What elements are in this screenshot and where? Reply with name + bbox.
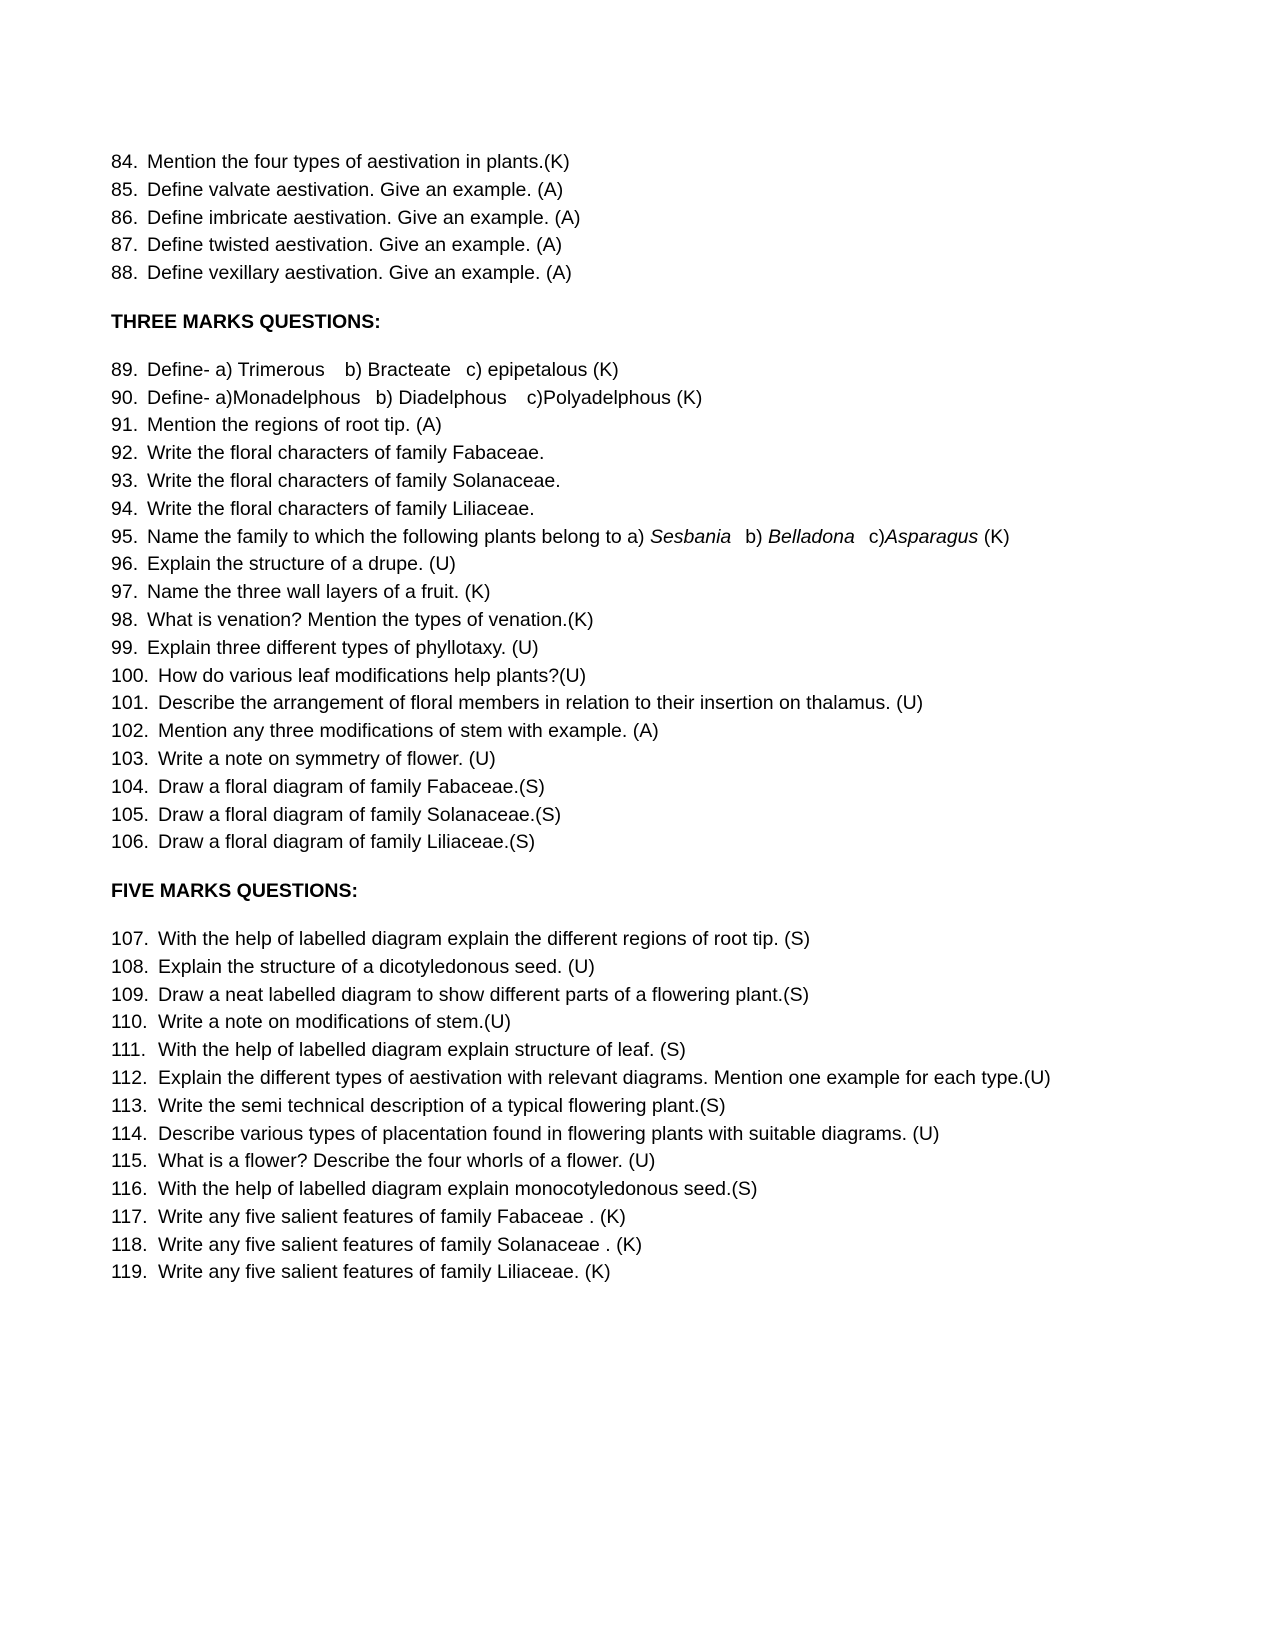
question-number: 97. [111,581,139,604]
question-number: 89. [111,358,139,381]
plant-name-asparagus: Asparagus [885,525,979,548]
question-number: 92. [111,442,139,465]
question-item [111,635,1231,663]
question-text [147,385,702,413]
question-number: 94. [111,497,139,520]
question-number: 104. [111,775,149,798]
question-text: Write the floral characters of family Liliaceae. [147,497,535,520]
question-number: 103. [111,747,149,770]
question-part-a: Define- a) Trimerous [147,358,325,381]
question-item [111,829,1231,857]
question-number: 91. [111,414,139,437]
five-marks-question-list [111,926,1231,1287]
question-text: Write a note on modifications of stem.(U) [158,1011,511,1034]
question-number: 95. [111,525,139,548]
question-number: 108. [111,955,149,978]
question-text: What is a flower? Describe the four whorls of a flower. (U) [158,1150,656,1173]
question-part-c: c) epipetalous (K) [465,358,619,381]
question-number: 112. [111,1066,148,1089]
question-item [111,1093,1231,1121]
question-text: How do various leaf modifications help plants?(U) [158,664,587,687]
question-item [111,1065,1231,1093]
question-item [111,496,1231,524]
question-text: Define twisted aestivation. Give an example. (A) [147,234,563,257]
question-text: Write any five salient features of family Liliaceae. (K) [158,1261,611,1284]
question-prefix: Name the family to which the following plants belong to a) [147,525,645,548]
option-c-label: c) [868,525,886,548]
question-number: 96. [111,553,139,576]
question-number: 105. [111,803,149,826]
question-number: 118. [111,1233,148,1256]
question-suffix: (K) [983,525,1010,548]
question-number: 100. [111,664,149,687]
question-text: Write the floral characters of family Solanaceae. [147,469,561,492]
question-item [111,524,1231,552]
question-item [111,232,1231,260]
question-item [111,690,1231,718]
question-number: 116. [111,1178,148,1201]
question-item [111,1232,1231,1260]
question-number: 117. [111,1205,148,1228]
question-item [111,260,1231,288]
question-text: With the help of labelled diagram explain monocotyledonous seed.(S) [158,1178,758,1201]
question-number: 102. [111,720,149,743]
three-marks-question-list [111,357,1231,857]
question-part-b: b) Bracteate [344,358,451,381]
question-text: Define imbricate aestivation. Give an example. (A) [147,206,581,229]
question-text: Describe the arrangement of floral members in relation to their insertion on thalamus. (U) [158,692,924,715]
question-text: Mention any three modifications of stem with example. (A) [158,720,659,743]
question-text: Write the semi technical description of a typical flowering plant.(S) [158,1094,726,1117]
question-page [111,149,1231,1287]
question-item [111,551,1231,579]
question-item [111,177,1231,205]
question-number: 109. [111,983,149,1006]
option-b-label: b) [745,525,763,548]
question-number: 98. [111,608,139,631]
three-marks-heading: THREE MARKS QUESTIONS: [111,310,381,333]
question-number: 84. [111,151,139,173]
question-text: Mention the four types of aestivation in plants.(K) [147,151,570,173]
question-item [111,468,1231,496]
question-text [147,524,1010,552]
question-text: With the help of labelled diagram explain structure of leaf. (S) [158,1039,686,1062]
question-text: Write any five salient features of family Fabaceae . (K) [158,1205,626,1228]
question-text: With the help of labelled diagram explain the different regions of root tip. (S) [158,927,811,950]
question-item [111,385,1231,413]
question-number: 101. [111,692,149,715]
question-number: 114. [111,1122,148,1145]
question-item [111,954,1231,982]
question-text: Define valvate aestivation. Give an example. (A) [147,178,564,201]
question-number: 119. [111,1261,148,1284]
question-item [111,1037,1231,1065]
question-number: 86. [111,206,139,229]
question-part-b: b) Diadelphous [375,386,507,409]
question-text: Draw a floral diagram of family Liliaceae.(S) [158,831,536,854]
question-number: 93. [111,469,139,492]
question-number: 88. [111,262,139,285]
question-text: Draw a floral diagram of family Solanaceae.(S) [158,803,562,826]
question-text: Explain three different types of phyllotaxy. (U) [147,636,539,659]
question-text: Write any five salient features of family Solanaceae . (K) [158,1233,643,1256]
question-text: Draw a neat labelled diagram to show different parts of a flowering plant.(S) [158,983,810,1006]
plant-name-sesbania: Sesbania [649,525,732,548]
question-number: 111. [111,1039,147,1062]
question-item [111,149,1231,177]
question-text: Write the floral characters of family Fabaceae. [147,442,545,465]
question-item [111,440,1231,468]
question-text: Mention the regions of root tip. (A) [147,414,442,437]
question-text: Explain the structure of a dicotyledonous seed. (U) [158,955,595,978]
question-number: 115. [111,1150,148,1173]
five-marks-heading: FIVE MARKS QUESTIONS: [111,880,359,903]
question-number: 107. [111,927,149,950]
question-text: Write a note on symmetry of flower. (U) [158,747,496,770]
question-item [111,663,1231,691]
question-item [111,926,1231,954]
question-text: What is venation? Mention the types of venation.(K) [147,608,594,631]
question-part-a: Define- a)Monadelphous [147,386,361,409]
question-item [111,579,1231,607]
plant-name-belladona: Belladona [768,525,855,548]
question-item [111,718,1231,746]
question-number: 99. [111,636,139,659]
aestivation-question-list [111,149,1231,288]
question-text: Name the three wall layers of a fruit. (K) [147,581,491,604]
question-text: Draw a floral diagram of family Fabaceae.(S) [158,775,545,798]
question-part-c: c)Polyadelphous (K) [526,386,703,409]
question-number: 110. [111,1011,148,1034]
question-number: 85. [111,178,139,201]
question-item [111,1259,1231,1287]
question-number: 106. [111,831,149,854]
question-item [111,1009,1231,1037]
question-item [111,982,1231,1010]
question-text: Explain the different types of aestivation with relevant diagrams. Mention one example for each type.(U) [158,1066,1051,1089]
question-item [111,802,1231,830]
question-item [111,1176,1231,1204]
question-text: Define vexillary aestivation. Give an example. (A) [147,262,572,285]
question-item [111,205,1231,233]
question-item [111,607,1231,635]
question-text: Explain the structure of a drupe. (U) [147,553,456,576]
question-item [111,1121,1231,1149]
question-item [111,1204,1231,1232]
question-item [111,1148,1231,1176]
question-item [111,774,1231,802]
question-text [147,357,619,385]
question-item [111,746,1231,774]
question-item [111,357,1231,385]
question-item [111,412,1231,440]
question-number: 90. [111,386,139,409]
question-number: 113. [111,1094,148,1117]
question-number: 87. [111,234,139,257]
question-text: Describe various types of placentation found in flowering plants with suitable diagrams. (U) [158,1122,940,1145]
